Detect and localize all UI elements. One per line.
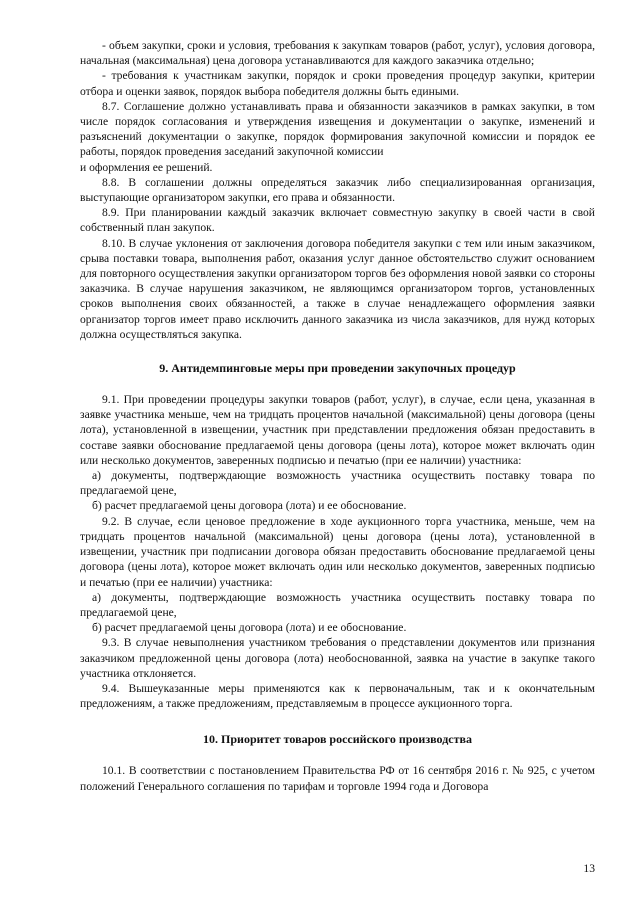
paragraph-8-8: 8.8. В соглашении должны определяться заказчик либо специализированная организация, выступающие организатором закупки, его права и обязанности. — [80, 175, 595, 205]
paragraph-8-7: 8.7. Соглашение должно устанавливать права и обязанности заказчиков в рамках закупки, в том числе порядок согласования и утверждения извещения и документации о закупке, изменений и разъяснений документации о закупке, порядок формирования закупочной комиссии и порядок ее работы, порядок проведения заседаний закупочной комиссии — [80, 99, 595, 159]
paragraph-8-10: 8.10. В случае уклонения от заключения договора победителя закупки с тем или иным заказчиком, срыва поставки товара, выполнения работ, оказания услуг данное обстоятельство служит основанием для повторного осуществления закупки организатором торгов без оформления новой заявки со стороны заказчика. В случае нарушения заказчиком, не являющимся организатором торгов, установленных сроков выполнения своих обязанностей, а также в случае ненадлежащего оформления заявки организатор торгов имеет право исключить данного заказчика из числа заказчиков, для нужд которых должна осуществляться закупка. — [80, 236, 595, 341]
paragraph-9-2: 9.2. В случае, если ценовое предложение в ходе аукционного торга участника, меньше, чем на тридцать процентов начальной (максимальной) цены договора (цены лота), установленной в извещении, участник при подписании договора обязан предоставить обоснование предлагаемой цены договора (цены лота), которое может включать один или несколько документов, заверенных подписью и печатью (при ее наличии) участника: — [80, 514, 595, 589]
paragraph-9-1-b: б) расчет предлагаемой цены договора (лота) и ее обоснование. — [92, 499, 407, 513]
paragraph-9-1: 9.1. При проведении процедуры закупки товаров (работ, услуг), в случае, если цена, указанная в заявке участника меньше, чем на тридцать процентов начальной (максимальной) цены договора (цены лота), установленной в извещении, участник при представлении предложения обязан предоставить в составе заявки обоснование предлагаемой цены договора (цены лота), которое может включать один или несколько документов, заверенных подписью и печатью (при ее наличии) участника: — [80, 393, 595, 467]
paragraph-9-1-a: а) документы, подтверждающие возможность участника осуществить поставку товара по предлагаемой цене, — [80, 469, 595, 498]
paragraph-9-4: 9.4. Вышеуказанные меры применяются как к первоначальным, так и к окончательным предложениям, а также предложениям, представляемым в процессе аукционного торга. — [80, 681, 595, 711]
paragraph-8-7-continuation: и оформления ее решений. — [80, 160, 213, 174]
paragraph-9-3: 9.3. В случае невыполнения участником требования о представлении документов или признания заказчиком предложенной цены договора (лота) необоснованной, заявка на участие в закупке такого участника отклоняется. — [80, 636, 595, 680]
paragraph-uniform-requirements: - требования к участникам закупки, порядок и сроки проведения процедур закупки, критерии отбора и оценки заявок, порядок выбора победителя должны быть едиными. — [80, 69, 595, 98]
paragraph-9-2-b: б) расчет предлагаемой цены договора (лота) и ее обоснование. — [92, 621, 407, 635]
section-heading-9: 9. Антидемпинговые меры при проведении закупочных процедур — [159, 361, 516, 376]
page-number: 13 — [583, 862, 595, 875]
paragraph-scope-conditions: - объем закупки, сроки и условия, требования к закупкам товаров (работ, услуг), условия договора, начальная (максимальная) цена договора устанавливаются для каждого заказчика отдельно; — [80, 39, 595, 68]
page-content — [80, 38, 595, 794]
paragraph-10-1: 10.1. В соответствии с постановлением Правительства РФ от 16 сентября 2016 г. № 925, с учетом положений Генерального соглашения по тарифам и торговле 1994 года и Договора — [80, 764, 595, 793]
section-heading-10: 10. Приоритет товаров российского производства — [203, 732, 472, 747]
paragraph-8-9: 8.9. При планировании каждый заказчик включает совместную закупку в своей части в свой собственный план закупок. — [80, 206, 595, 235]
paragraph-9-2-a: а) документы, подтверждающие возможность участника осуществить поставку товара по предлагаемой цене, — [80, 590, 595, 619]
